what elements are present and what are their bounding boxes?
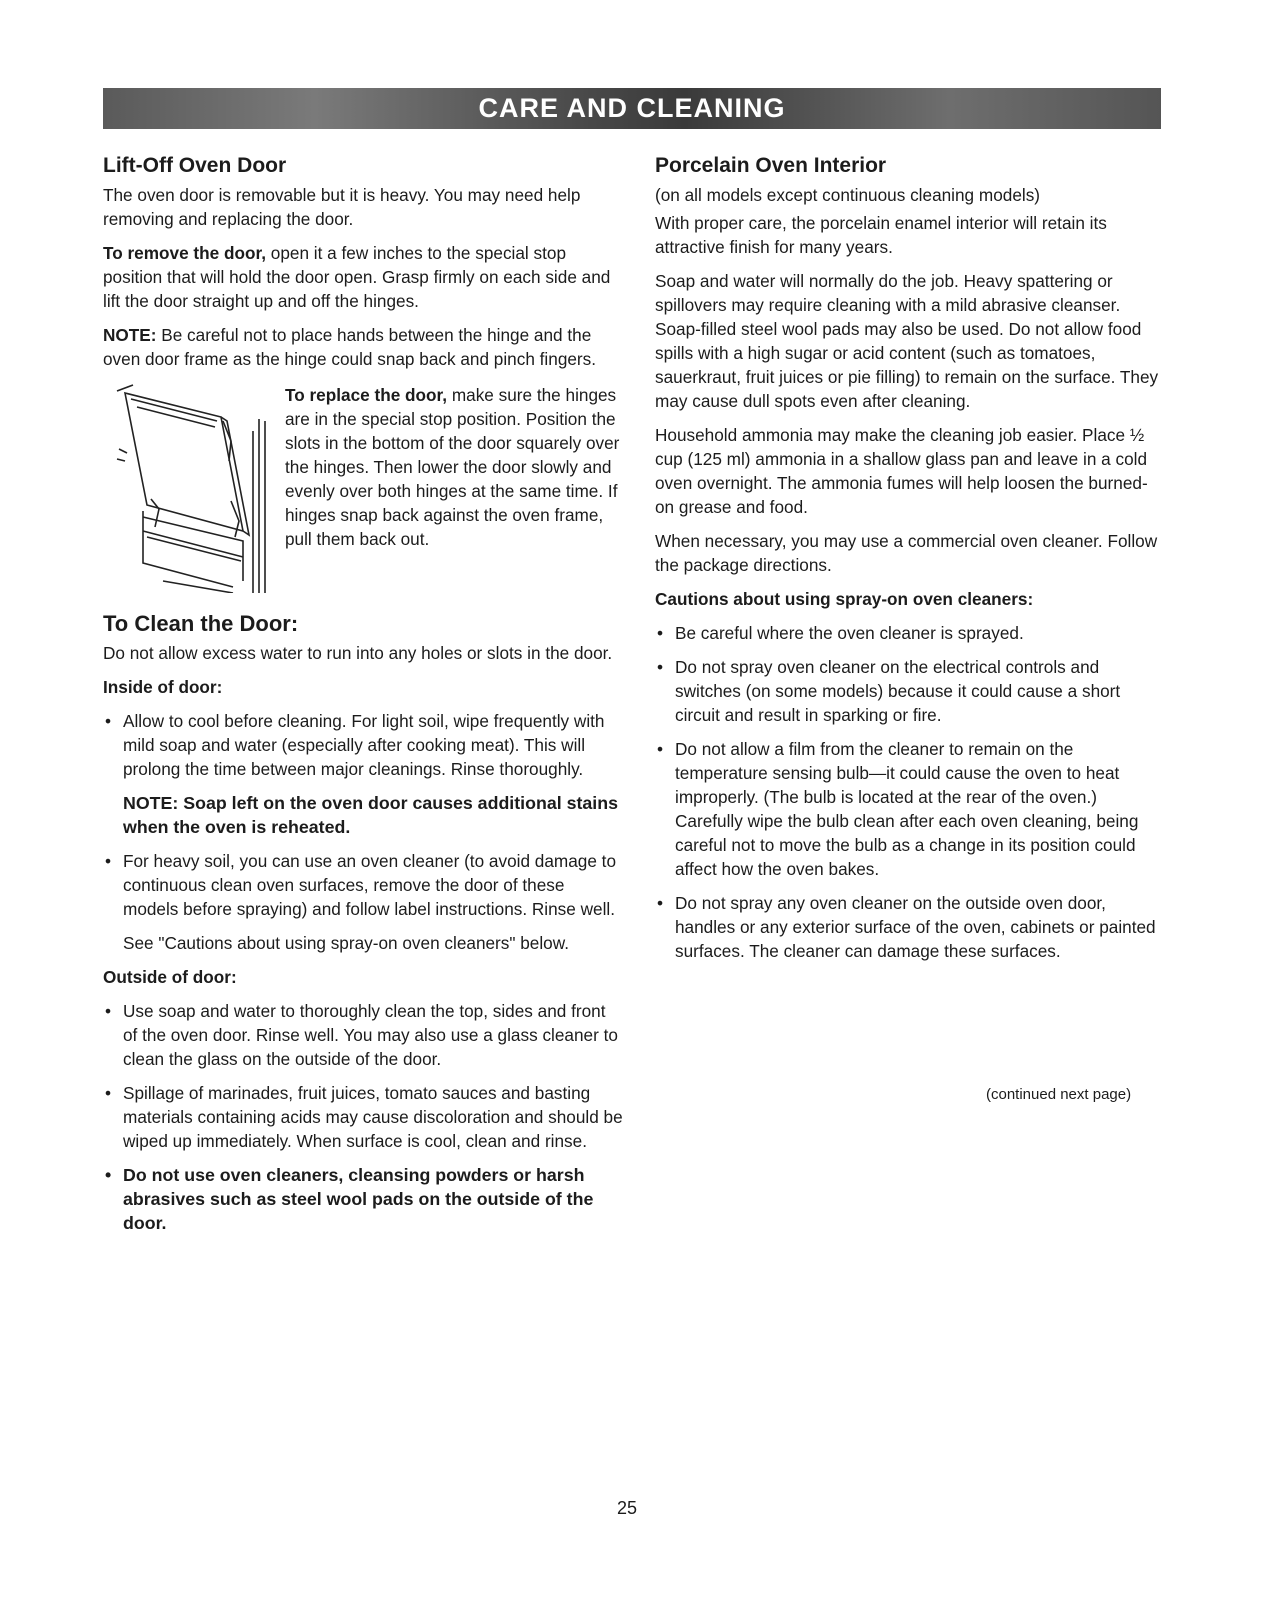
replace-door-label: To replace the door, (285, 385, 448, 405)
outside-door-list (103, 999, 623, 1235)
porcelain-heading: Porcelain Oven Interior (655, 154, 887, 177)
porcelain-p3: Household ammonia may make the cleaning job easier. Place ½ cup (125 ml) ammonia in a shallow glass pan and leave in a cold oven overnight. The ammonia fumes will help loosen the burned-on grease and food. (655, 425, 1148, 517)
liftoff-intro: The oven door is removable but it is heavy. You may need help removing and replacing the door. (103, 185, 581, 229)
cautions-list (655, 621, 1165, 963)
clean-door-intro: Do not allow excess water to run into any holes or slots in the door. (103, 643, 613, 663)
list-item: • Use soap and water to thoroughly clean the top, sides and front of the oven door. Rinse well. You may also use a glass cleaner to clean the glass on the outside of the door. (103, 999, 623, 1071)
list-item: • Do not allow a film from the cleaner to remain on the temperature sensing bulb—it could cause the oven to heat improperly. (The bulb is located at the rear of the oven.) Carefully wipe the bulb clean after each oven cleaning, being careful not to move the bulb as a change in its position could affect how the oven bakes. (655, 737, 1165, 881)
inside-door-note: NOTE: Soap left on the oven door causes additional stains when the oven is reheated. (123, 793, 618, 837)
replace-door-text: make sure the hinges are in the special stop position. Position the slots in the bottom of the door squarely over the hinges. Then lower the door slowly and evenly over both hinges at the same time. If hinges snap back against the oven frame, pull them back out. (285, 385, 620, 549)
note-text: Be careful not to place hands between the hinge and the oven door frame as the hinge could snap back and pinch fingers. (103, 325, 597, 369)
remove-door-text: open it a few inches to the special stop position that will hold the door open. Grasp firmly on each side and lift the door straight up and off the hinges. (103, 243, 611, 311)
see-cautions-text: See "Cautions about using spray-on oven cleaners" below. (123, 933, 569, 953)
inside-door-list-2 (103, 849, 623, 921)
page-number: 25 (617, 1498, 638, 1518)
list-item: • Spillage of marinades, fruit juices, tomato sauces and basting materials containing acids may cause discoloration and should be wiped up immediately. When surface is cool, clean and rinse. (103, 1081, 623, 1153)
porcelain-p4: When necessary, you may use a commercial oven cleaner. Follow the package directions. (655, 531, 1158, 575)
page-title: CARE AND CLEANING (478, 93, 786, 123)
list-item: • For heavy soil, you can use an oven cleaner (to avoid damage to continuous clean oven surfaces, remove the door of these models before spraying) and follow label instructions. Rinse well. (103, 849, 623, 921)
header-banner (103, 88, 1161, 129)
list-item: • Do not spray oven cleaner on the electrical controls and switches (on some models) because it could cause a short circuit and result in sparking or fire. (655, 655, 1165, 727)
list-item: • Be careful where the oven cleaner is sprayed. (655, 621, 1165, 645)
replace-door-section (103, 381, 623, 593)
note-label: NOTE: (103, 325, 157, 345)
porcelain-p1: With proper care, the porcelain enamel interior will retain its attractive finish for many years. (655, 213, 1107, 257)
remove-door-label: To remove the door, (103, 243, 266, 263)
porcelain-subtitle: (on all models except continuous cleaning models) (655, 185, 1041, 205)
note-paragraph (103, 323, 623, 371)
remove-door-paragraph (103, 241, 623, 313)
inside-door-heading: Inside of door: (103, 677, 223, 697)
liftoff-heading: Lift-Off Oven Door (103, 154, 287, 177)
oven-door-illustration-icon (103, 381, 273, 593)
list-item: • Do not spray any oven cleaner on the outside oven door, handles or any exterior surface of the oven, cabinets or painted surfaces. The cleaner can damage these surfaces. (655, 891, 1165, 963)
continued-note: (continued next page) (986, 1086, 1132, 1103)
list-item: • Allow to cool before cleaning. For light soil, wipe frequently with mild soap and water (especially after cooking meat). This will prolong the time between major cleanings. Rinse thoroughly. (103, 709, 623, 781)
inside-door-list (103, 709, 623, 781)
list-item: • Do not use oven cleaners, cleansing powders or harsh abrasives such as steel wool pads on the outside of the door. (103, 1163, 623, 1235)
right-column (655, 153, 1165, 973)
replace-door-paragraph (285, 383, 623, 593)
outside-door-heading: Outside of door: (103, 967, 237, 987)
porcelain-p2: Soap and water will normally do the job. Heavy spattering or spillovers may require cleaning with a mild abrasive cleanser. Soap-filled steel wool pads may also be used. Do not allow food spills with a high sugar or acid content (such as tomatoes, sauerkraut, fruit juices or pie filling) to remain on the surface. They may cause dull spots even after cleaning. (655, 271, 1159, 411)
left-column (103, 153, 623, 1245)
clean-door-heading: To Clean the Door: (103, 611, 299, 636)
cautions-heading: Cautions about using spray-on oven cleaners: (655, 589, 1034, 609)
